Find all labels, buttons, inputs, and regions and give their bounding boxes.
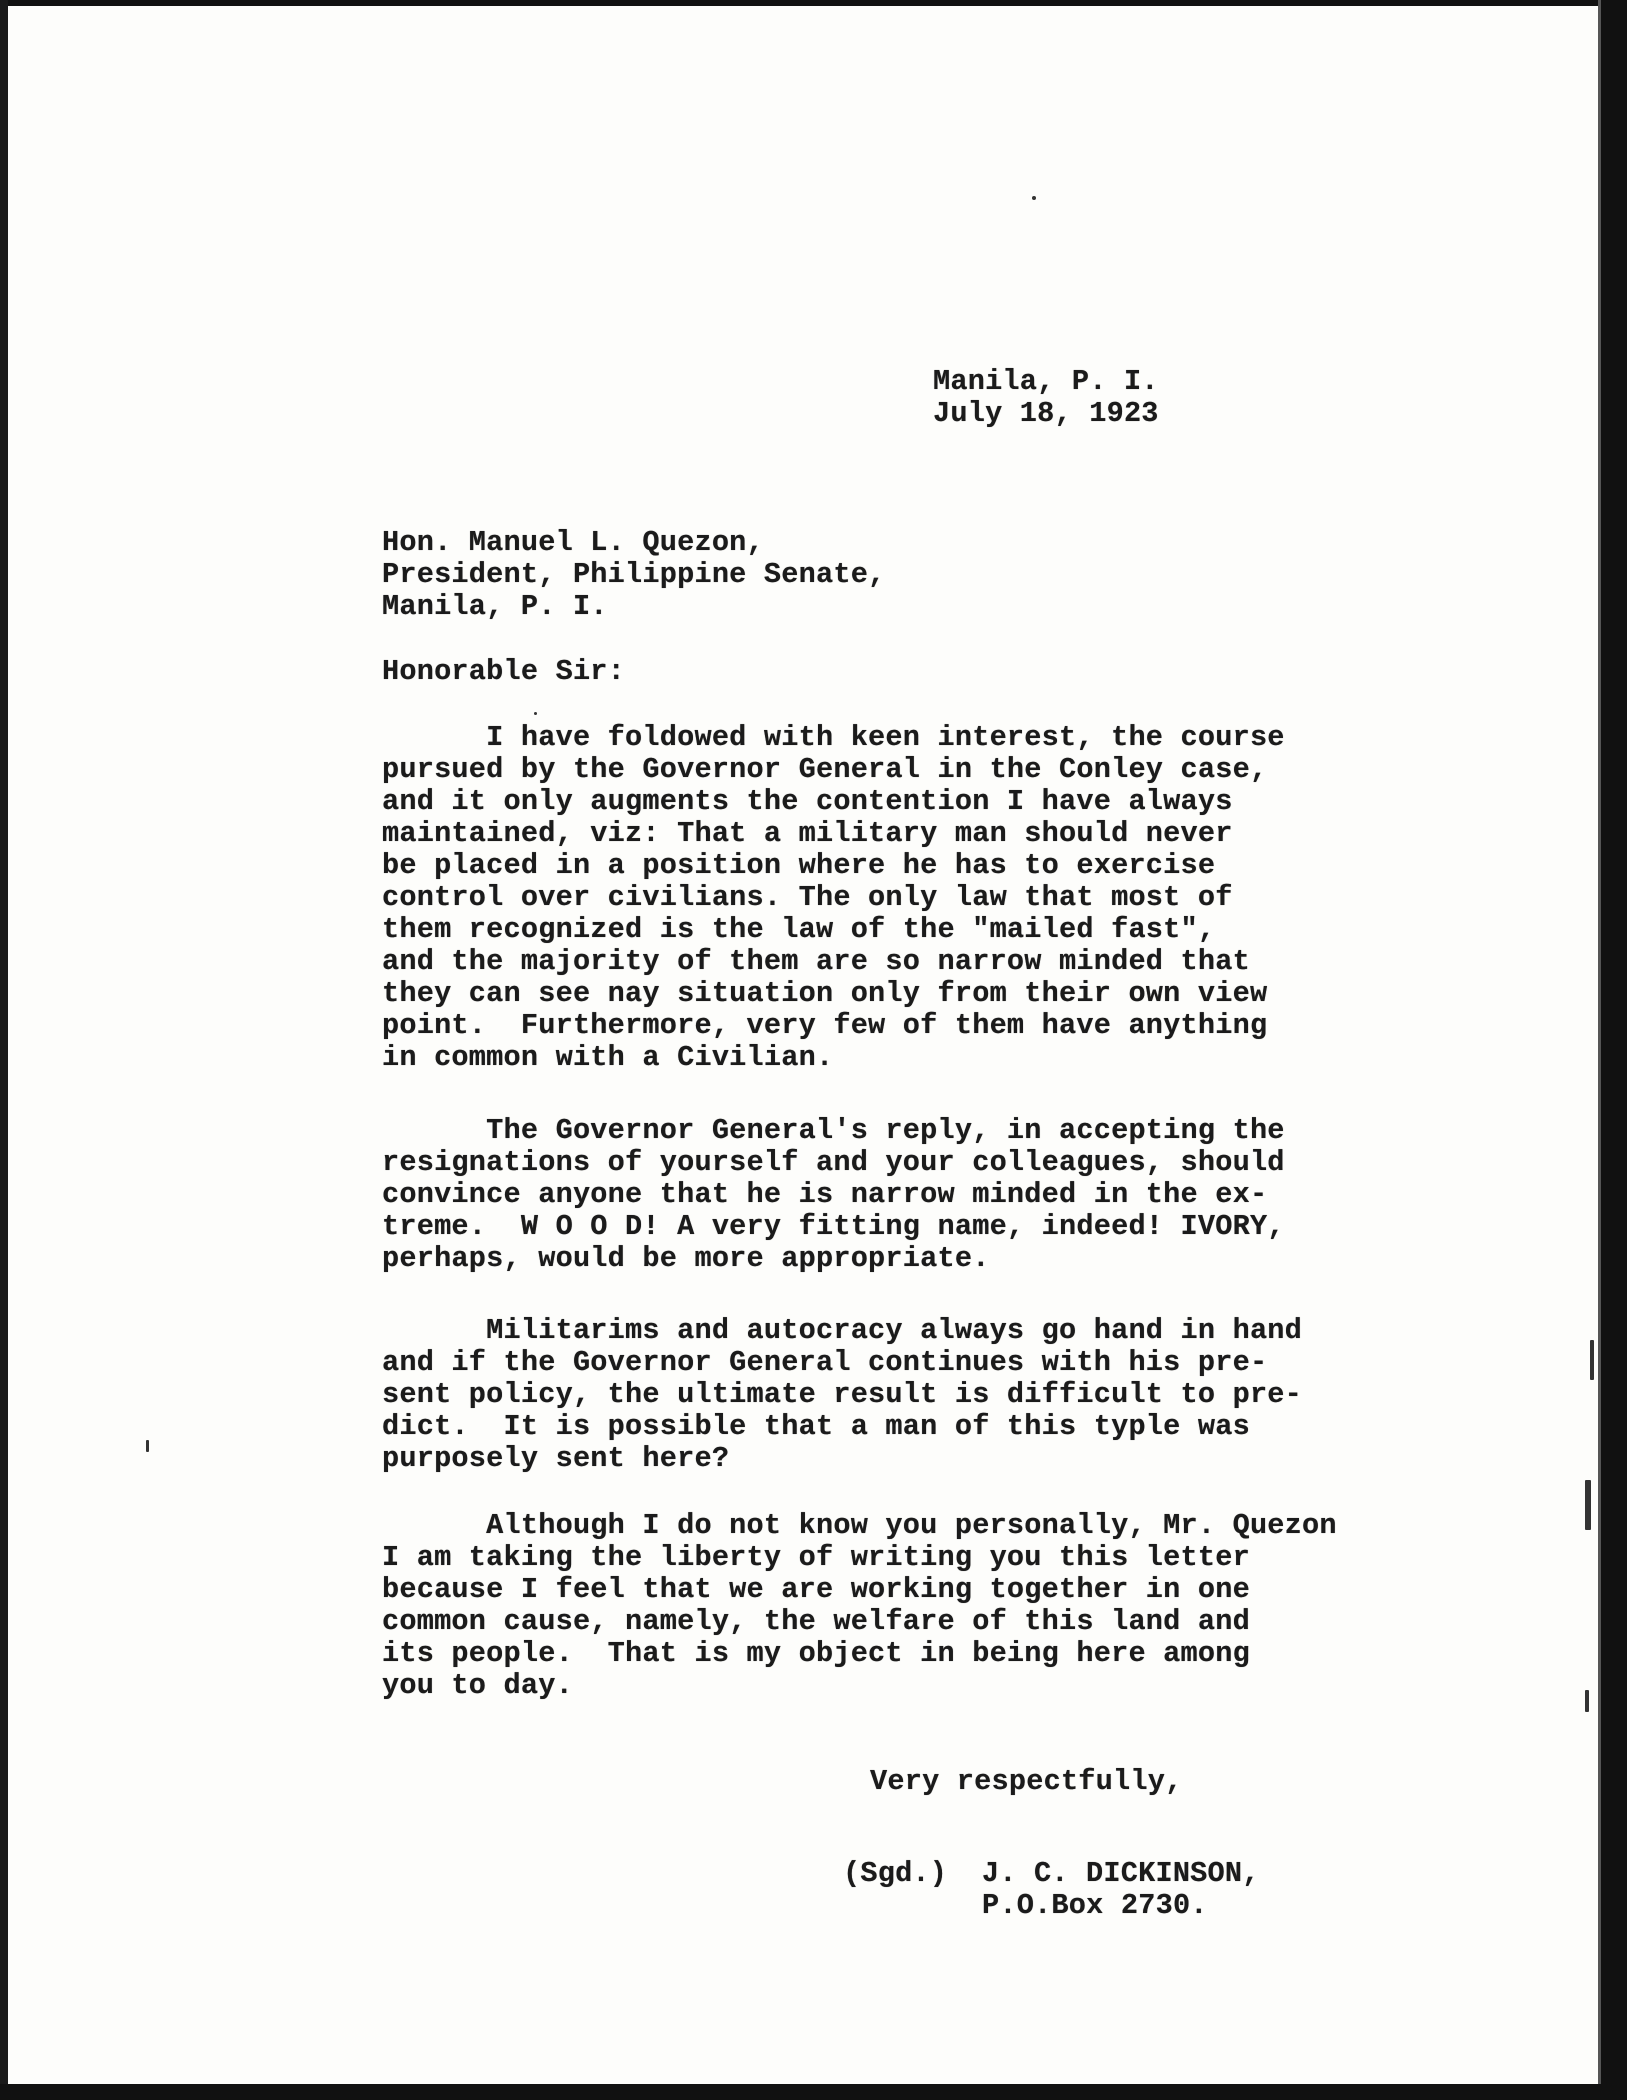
recipient-line: Manila, P. I. [382, 590, 608, 623]
scan-speck [1032, 196, 1036, 200]
body-line: maintained, viz: That a military man should never [382, 817, 1233, 850]
salutation: Honorable Sir: [382, 655, 626, 688]
body-line: The Governor General's reply, in accepting the [382, 1114, 1285, 1147]
letter-place: Manila, P. I. [933, 365, 1159, 398]
letter-date: July 18, 1923 [933, 397, 1159, 430]
body-line: them recognized is the law of the "mailed fast", [382, 913, 1216, 946]
body-line: they can see nay situation only from their own view [382, 977, 1268, 1010]
body-line: pursued by the Governor General in the Conley case, [382, 753, 1268, 786]
body-line: I have foldowed with keen interest, the course [382, 721, 1285, 754]
body-line: resignations of yourself and your colleagues, should [382, 1146, 1285, 1179]
scan-speck [534, 712, 537, 715]
scan-speck [1590, 1340, 1594, 1380]
closing: Very respectfully, [870, 1765, 1183, 1798]
body-line: sent policy, the ultimate result is difficult to pre- [382, 1378, 1303, 1411]
body-line: purposely sent here? [382, 1442, 730, 1475]
signature: (Sgd.) J. C. DICKINSON, [843, 1857, 1260, 1890]
scan-speck [1585, 1480, 1591, 1530]
body-line: and if the Governor General continues with his pre- [382, 1346, 1268, 1379]
scan-border-left [0, 0, 8, 2100]
scan-speck [146, 1440, 149, 1452]
scan-border-right-inner [1598, 0, 1601, 2100]
body-line: point. Furthermore, very few of them have anything [382, 1009, 1268, 1042]
body-line: its people. That is my object in being here among [382, 1637, 1250, 1670]
recipient-line: President, Philippine Senate, [382, 558, 886, 591]
body-line: common cause, namely, the welfare of this land and [382, 1605, 1250, 1638]
body-line: perhaps, would be more appropriate. [382, 1242, 990, 1275]
body-line: convince anyone that he is narrow minded in the ex- [382, 1178, 1268, 1211]
body-line: I am taking the liberty of writing you this letter [382, 1541, 1250, 1574]
body-line: and it only augments the contention I have always [382, 785, 1233, 818]
scan-border-right [1601, 0, 1627, 2100]
body-line: you to day. [382, 1669, 573, 1702]
body-line: in common with a Civilian. [382, 1041, 834, 1074]
body-line: control over civilians. The only law that most of [382, 881, 1233, 914]
scan-border-top [0, 0, 1627, 6]
sender-address: P.O.Box 2730. [982, 1889, 1208, 1922]
body-line: dict. It is possible that a man of this typle was [382, 1410, 1250, 1443]
body-line: and the majority of them are so narrow minded that [382, 945, 1250, 978]
scan-border-bottom [0, 2084, 1627, 2100]
scan-speck [1585, 1690, 1589, 1712]
body-line: be placed in a position where he has to exercise [382, 849, 1216, 882]
body-line: Although I do not know you personally, Mr. Quezon [382, 1509, 1337, 1542]
recipient-line: Hon. Manuel L. Quezon, [382, 526, 764, 559]
body-line: Militarims and autocracy always go hand in hand [382, 1314, 1303, 1347]
body-line: treme. W O O D! A very fitting name, indeed! IVORY, [382, 1210, 1285, 1243]
body-line: because I feel that we are working together in one [382, 1573, 1250, 1606]
